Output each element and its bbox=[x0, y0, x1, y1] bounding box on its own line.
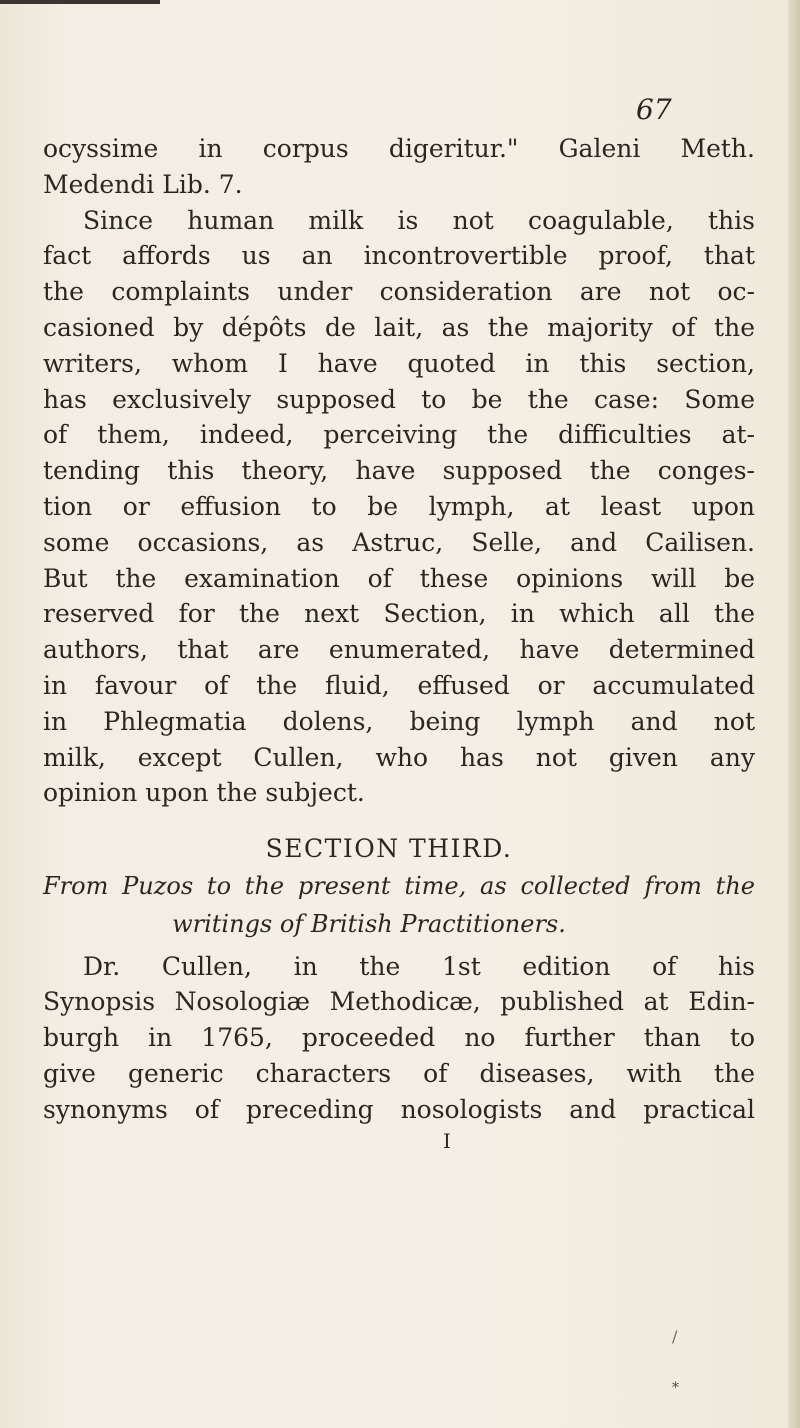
text-line: tion or effusion to be lymph, at least upon bbox=[43, 491, 755, 521]
text-line: in favour of the fluid, effused or accumulated bbox=[43, 670, 755, 700]
section-subheading: writings of British Practitioners. bbox=[172, 909, 566, 938]
text-line: Synopsis Nosologiæ Methodicæ, published at Edin- bbox=[43, 987, 755, 1017]
text-line: reserved for the next Section, in which all the bbox=[43, 599, 755, 629]
catchword: I bbox=[443, 1128, 451, 1153]
text-line: But the examination of these opinions will be bbox=[43, 563, 755, 593]
text-line: give generic characters of diseases, with the bbox=[43, 1058, 755, 1088]
text-line: Since human milk is not coagulable, this bbox=[83, 205, 755, 235]
text-line: synonyms of preceding nosologists and practical bbox=[43, 1094, 755, 1124]
page-number: 67 bbox=[636, 93, 672, 126]
text-line: writers, whom I have quoted in this section, bbox=[43, 348, 755, 378]
text-line: Dr. Cullen, in the 1st edition of his bbox=[83, 951, 755, 981]
text-line: casioned by dépôts de lait, as the majority of the bbox=[43, 312, 755, 342]
section-subheading: From Puzos to the present time, as collected from the bbox=[43, 871, 755, 900]
page-binding bbox=[788, 0, 800, 1428]
text-line: opinion upon the subject. bbox=[43, 778, 365, 808]
text-line: of them, indeed, perceiving the difficulties at- bbox=[43, 420, 755, 450]
text-line: some occasions, as Astruc, Selle, and Cailisen. bbox=[43, 527, 755, 557]
margin-mark: / bbox=[672, 1327, 678, 1346]
margin-mark: * bbox=[672, 1380, 679, 1396]
text-line: the complaints under consideration are not oc- bbox=[43, 277, 755, 307]
section-heading: SECTION THIRD. bbox=[265, 834, 513, 864]
text-line: has exclusively supposed to be the case: Some bbox=[43, 384, 755, 414]
text-line: tending this theory, have supposed the conges- bbox=[43, 456, 755, 486]
text-line: burgh in 1765, proceeded no further than to bbox=[43, 1023, 755, 1053]
text-line: ocyssime in corpus digeritur." Galeni Meth. bbox=[43, 134, 755, 163]
text-line: milk, except Cullen, who has not given any bbox=[43, 742, 755, 772]
text-line: Medendi Lib. 7. bbox=[43, 169, 243, 199]
text-line: in Phlegmatia dolens, being lymph and not bbox=[43, 706, 755, 736]
text-line: fact affords us an incontrovertible proof, that bbox=[43, 241, 755, 271]
text-line: authors, that are enumerated, have determined bbox=[43, 635, 755, 665]
top-edge-mark bbox=[0, 0, 160, 4]
body-text bbox=[43, 131, 755, 1154]
